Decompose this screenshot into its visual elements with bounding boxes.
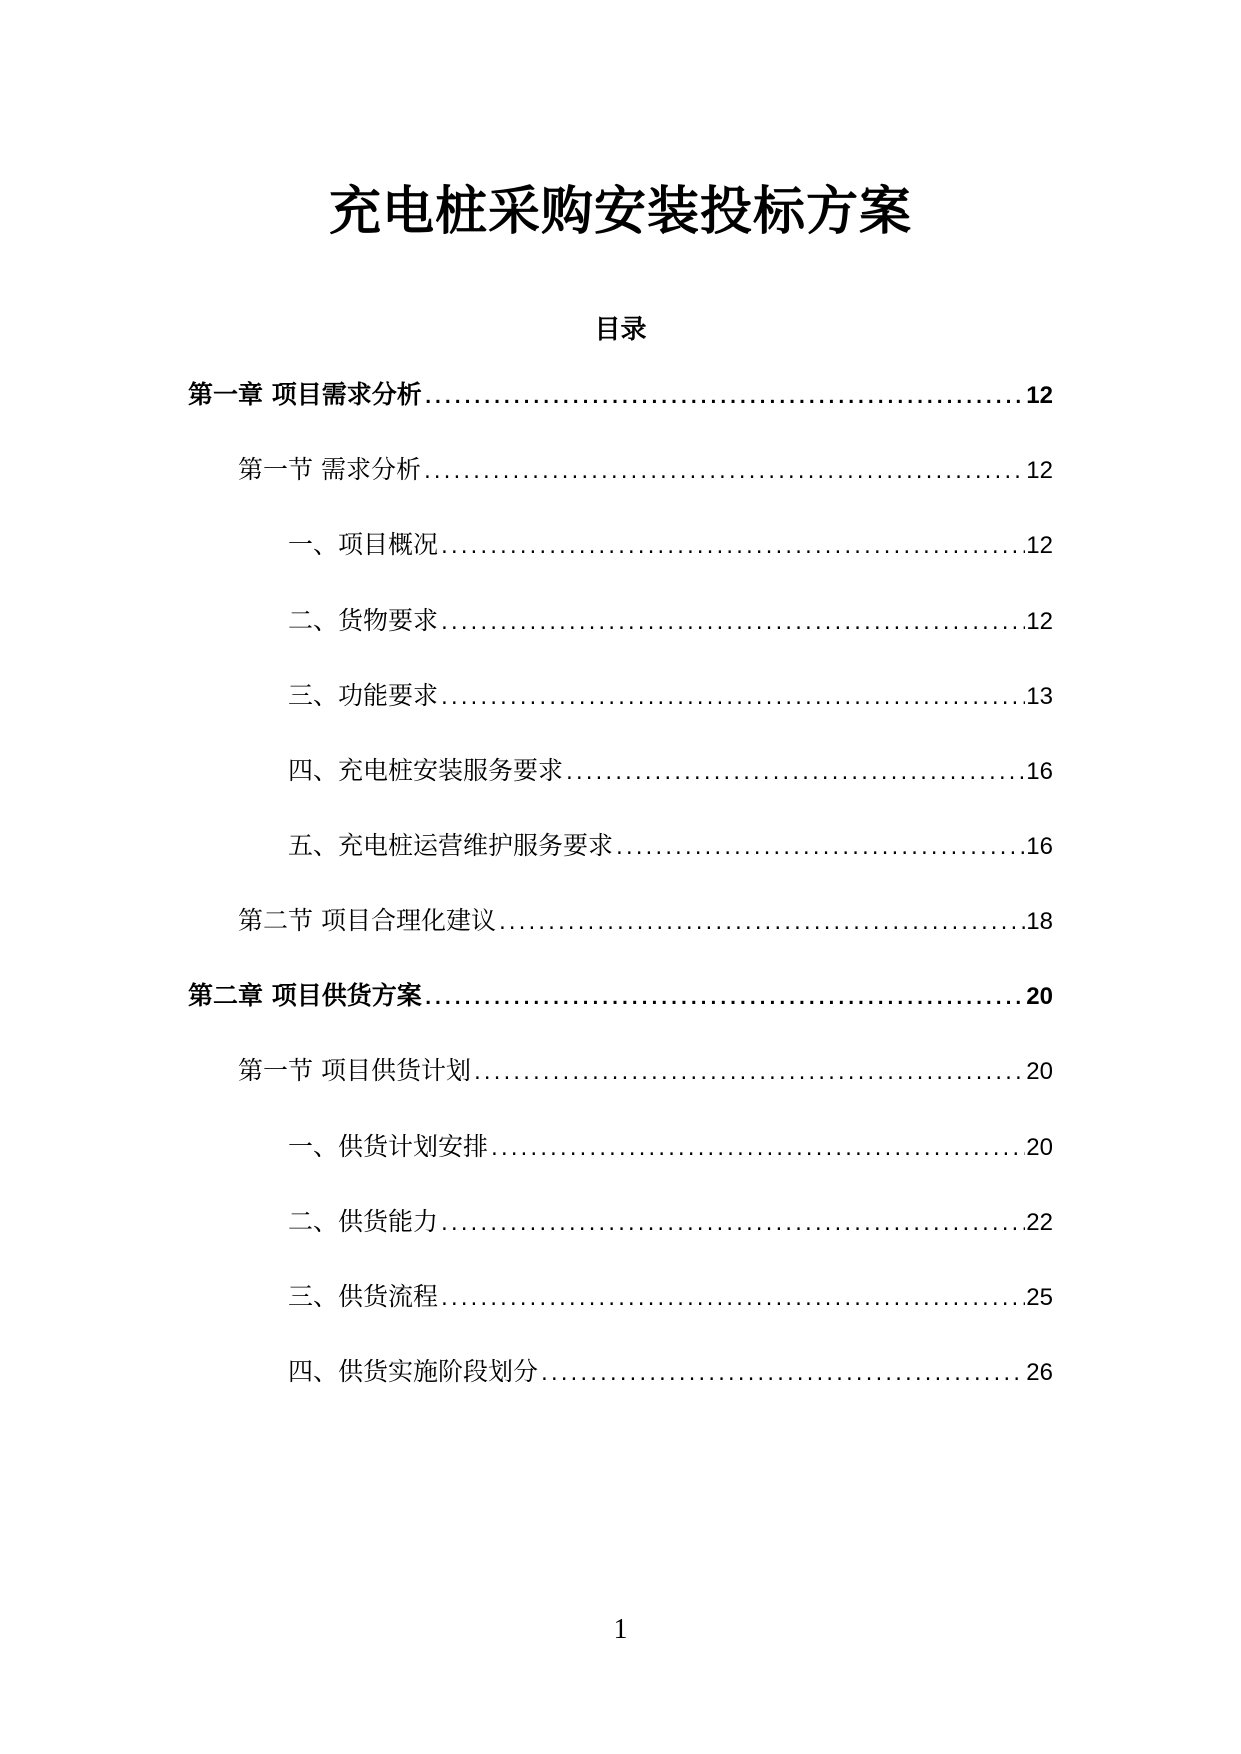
toc-entry-text: 五、充电桩运营维护服务要求 bbox=[288, 831, 614, 860]
toc-page-number: 26 bbox=[1026, 1359, 1053, 1386]
toc-dot-leader bbox=[472, 1054, 1025, 1094]
toc-entry-item[interactable] bbox=[288, 1202, 1053, 1242]
toc-dot-leader bbox=[423, 378, 1026, 418]
toc-entry-text: 三、功能要求 bbox=[288, 681, 439, 710]
toc-page-number: 16 bbox=[1026, 758, 1053, 785]
toc-entry-item[interactable] bbox=[288, 676, 1053, 716]
toc-entry-section[interactable] bbox=[238, 901, 1053, 941]
toc-dot-leader bbox=[489, 1130, 1025, 1170]
toc-entry-text: 四、供货实施阶段划分 bbox=[288, 1357, 539, 1386]
toc-entry-text: 一、供货计划安排 bbox=[288, 1132, 489, 1161]
toc-entry-item[interactable] bbox=[288, 1127, 1053, 1167]
toc-entry-text: 第一节 需求分析 bbox=[238, 455, 421, 484]
toc-dot-leader bbox=[439, 1280, 1025, 1320]
toc-entry-text: 三、供货流程 bbox=[288, 1282, 439, 1311]
toc-entry-text: 第一章 项目需求分析 bbox=[188, 380, 422, 409]
toc-dot-leader bbox=[439, 528, 1025, 568]
toc-entry-text: 二、供货能力 bbox=[288, 1207, 439, 1236]
toc-entry-chapter-1[interactable] bbox=[188, 375, 1053, 415]
toc-entry-item[interactable] bbox=[288, 525, 1053, 565]
toc-page-number: 22 bbox=[1026, 1209, 1053, 1236]
toc-page-number: 12 bbox=[1026, 382, 1053, 409]
page-number: 1 bbox=[613, 1614, 628, 1645]
toc-dot-leader bbox=[497, 904, 1025, 944]
toc-entry-text: 第二节 项目合理化建议 bbox=[238, 906, 496, 935]
toc-dot-leader bbox=[423, 979, 1026, 1019]
toc-page-number: 20 bbox=[1026, 983, 1053, 1010]
toc-page-number: 12 bbox=[1026, 457, 1053, 484]
toc-entry-item[interactable] bbox=[288, 751, 1053, 791]
toc-page-number: 20 bbox=[1026, 1058, 1053, 1085]
toc-heading: 目录 bbox=[594, 315, 647, 345]
toc-page-number: 20 bbox=[1026, 1134, 1053, 1161]
toc-entry-text: 四、充电桩安装服务要求 bbox=[288, 756, 564, 785]
document-title: 充电桩采购安装投标方案 bbox=[328, 182, 912, 242]
toc-entry-item[interactable] bbox=[288, 601, 1053, 641]
toc-entry-item[interactable] bbox=[288, 826, 1053, 866]
toc-page-number: 12 bbox=[1026, 608, 1053, 635]
toc-entry-item[interactable] bbox=[288, 1352, 1053, 1392]
toc-entry-text: 第二章 项目供货方案 bbox=[188, 981, 422, 1010]
toc-entry-chapter-2[interactable] bbox=[188, 976, 1053, 1016]
toc-page-number: 16 bbox=[1026, 833, 1053, 860]
toc-dot-leader bbox=[439, 679, 1025, 719]
toc-entry-text: 第一节 项目供货计划 bbox=[238, 1056, 471, 1085]
toc-page-number: 12 bbox=[1026, 532, 1053, 559]
toc-dot-leader bbox=[564, 754, 1025, 794]
toc-entry-text: 二、货物要求 bbox=[288, 606, 439, 635]
toc-entry-section[interactable] bbox=[238, 1051, 1053, 1091]
toc-page-number: 18 bbox=[1026, 908, 1053, 935]
toc-dot-leader bbox=[439, 1205, 1025, 1245]
toc-entry-text: 一、项目概况 bbox=[288, 530, 439, 559]
toc-entry-section[interactable] bbox=[238, 450, 1053, 490]
toc-entry-item[interactable] bbox=[288, 1277, 1053, 1317]
toc-page-number: 13 bbox=[1026, 683, 1053, 710]
toc-dot-leader bbox=[539, 1355, 1025, 1395]
toc-dot-leader bbox=[422, 453, 1025, 493]
toc-page-number: 25 bbox=[1026, 1284, 1053, 1311]
toc-dot-leader bbox=[614, 829, 1025, 869]
toc-dot-leader bbox=[439, 604, 1025, 644]
